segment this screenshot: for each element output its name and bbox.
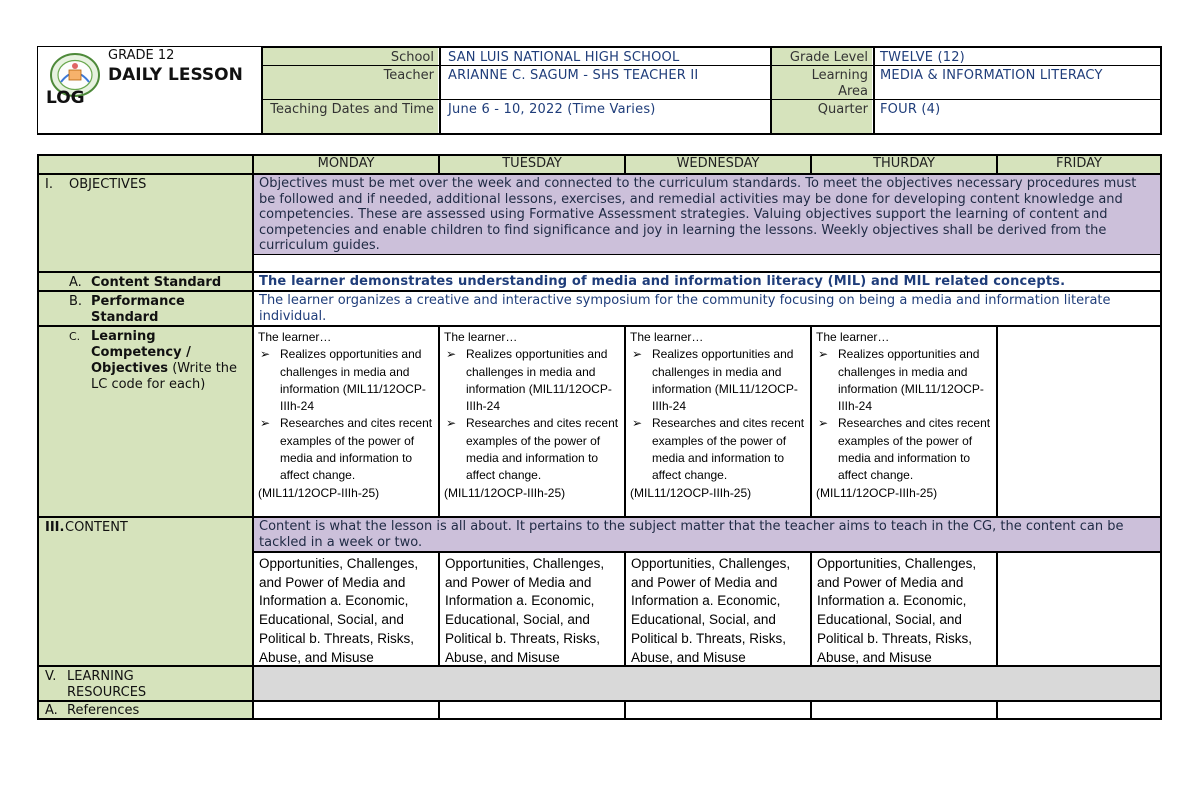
competency-monday — [254, 327, 438, 516]
grade-level-value: TWELVE (12) — [876, 48, 1160, 65]
day-header-tuesday: TUESDAY — [440, 156, 624, 173]
table-divider — [38, 665, 1161, 667]
day-header-blank — [39, 156, 252, 173]
day-header-wednesday: WEDNESDAY — [626, 156, 810, 173]
references-thursday — [812, 702, 996, 718]
competency-bullet: ➢ Researches and cites recent examples of the power of media and information to affect change. — [816, 415, 992, 484]
resources-number: V. — [45, 669, 57, 684]
performance-standard-title: Performance Standard — [91, 294, 185, 325]
teacher-value: ARIANNE C. SAGUM - SHS TEACHER II — [444, 66, 769, 99]
school-label: School — [262, 48, 438, 65]
competency-title-wrap — [91, 329, 246, 393]
table-divider — [438, 552, 440, 666]
content-topic-thursday: Opportunities, Challenges, and Power of Media and Information a. Economic, Educational, Social, and Political b. Threats, Risks, Abuse, and Misuse — [817, 556, 977, 665]
references-friday — [998, 702, 1160, 718]
table-divider — [254, 254, 1160, 255]
table-divider — [38, 271, 1161, 273]
competency-intro: The learner… — [258, 330, 332, 344]
content-title: CONTENT — [65, 520, 128, 535]
learning-area-value: MEDIA & INFORMATION LITERACY — [876, 66, 1160, 99]
table-divider — [38, 290, 1161, 292]
competency-bullet: ➢ Realizes opportunities and challenges in media and information (MIL11/12OCP-IIIh-24 — [630, 346, 806, 415]
day-header-friday: FRIDAY — [998, 156, 1160, 173]
table-divider — [996, 701, 998, 719]
grade-level-label: Grade Level — [772, 48, 872, 65]
references-tuesday — [440, 702, 624, 718]
competency-bullet: ➢ Researches and cites recent examples of the power of media and information to affect change. — [444, 415, 620, 484]
objectives-title: OBJECTIVES — [69, 177, 147, 192]
quarter-value: FOUR (4) — [876, 100, 1160, 133]
competency-bullet: ➢ Researches and cites recent examples of the power of media and information to affect change. — [630, 415, 806, 484]
performance-standard-text: The learner organizes a creative and interactive symposium for the community focusing on being a media and information literate individual. — [259, 293, 1111, 324]
table-divider — [996, 326, 998, 517]
table-divider — [254, 551, 1160, 553]
header-divider — [873, 47, 875, 135]
header-divider — [262, 99, 1160, 100]
header-divider — [262, 65, 1160, 66]
content-standard-title: Content Standard — [91, 275, 222, 290]
table-divider — [810, 552, 812, 666]
table-divider — [810, 701, 812, 719]
resources-label — [39, 667, 252, 700]
grade-label: GRADE 12 — [108, 48, 175, 63]
resources-title: LEARNING RESOURCES — [67, 669, 147, 700]
competency-code: (MIL11/12OCP-IIIh-25) — [816, 485, 938, 500]
content-label — [39, 518, 252, 665]
competency-code: (MIL11/12OCP-IIIh-25) — [258, 485, 380, 500]
title-line2: LOG — [46, 88, 85, 108]
competency-intro: The learner… — [444, 330, 518, 344]
references-monday — [254, 702, 438, 718]
objectives-label — [39, 175, 252, 271]
references-title: References — [67, 703, 140, 718]
table-divider — [624, 326, 626, 517]
competency-label — [39, 327, 252, 516]
content-topic-tuesday: Opportunities, Challenges, and Power of Media and Information a. Economic, Educational, Social, and Political b. Threats, Risks, Abuse, and Misuse — [445, 556, 605, 665]
day-header-monday: MONDAY — [254, 156, 438, 173]
header-divider — [261, 47, 263, 135]
performance-standard-number: B. — [69, 294, 83, 309]
table-divider — [438, 701, 440, 719]
competency-bullet: ➢ Realizes opportunities and challenges in media and information (MIL11/12OCP-IIIh-24 — [258, 346, 434, 415]
table-divider — [38, 325, 1161, 327]
content-topic-wednesday: Opportunities, Challenges, and Power of Media and Information a. Economic, Educational, Social, and Political b. Threats, Risks, Abuse, and Misuse — [631, 556, 791, 665]
references-wednesday — [626, 702, 810, 718]
header-divider — [770, 47, 772, 135]
table-divider — [38, 173, 1161, 175]
school-value: SAN LUIS NATIONAL HIGH SCHOOL — [444, 48, 769, 65]
content-standard-label — [39, 273, 252, 290]
table-divider — [810, 326, 812, 517]
competency-number: C. — [69, 330, 81, 343]
competency-bullet: ➢ Realizes opportunities and challenges in media and information (MIL11/12OCP-IIIh-24 — [444, 346, 620, 415]
competency-bullet: ➢ Realizes opportunities and challenges in media and information (MIL11/12OCP-IIIh-24 — [816, 346, 992, 415]
content-number: III. — [45, 520, 65, 535]
dates-value: June 6 - 10, 2022 (Time Varies) — [444, 100, 769, 133]
competency-friday — [998, 327, 1160, 516]
competency-tuesday — [440, 327, 624, 516]
competency-intro: The learner… — [630, 330, 704, 344]
table-divider — [624, 552, 626, 666]
competency-code: (MIL11/12OCP-IIIh-25) — [630, 485, 752, 500]
quarter-label: Quarter — [772, 100, 872, 133]
content-topic-friday — [998, 553, 1160, 665]
competency-bullet: ➢ Researches and cites recent examples of the power of media and information to affect change. — [258, 415, 434, 484]
competency-subtitle: (Write the LC code for each) — [91, 361, 238, 392]
content-standard-number: A. — [69, 275, 82, 290]
table-divider — [38, 700, 1161, 702]
objectives-blank-row — [254, 255, 1160, 271]
objectives-note: Objectives must be met over the week and connected to the curriculum standards. To meet the objectives necessary procedures must be followed and if needed, additional lessons, exercises, and remedial activities may be done for developing content knowledge and competencies. These are assessed using Formative Assessment strategies. Valuing objectives support the learning of content and competencies and enable children to find significance and joy in learning the lessons. Weekly objectives shall be derived from the curriculum guides. — [254, 175, 1160, 254]
table-divider — [996, 552, 998, 666]
day-header-thursday: THURDAY — [812, 156, 996, 173]
objectives-number: I. — [45, 177, 53, 192]
performance-standard-label — [39, 292, 252, 325]
header-title-block — [38, 47, 262, 133]
content-topic-monday: Opportunities, Challenges, and Power of Media and Information a. Economic, Educational, Social, and Political b. Threats, Risks, Abuse, and Misuse — [259, 556, 419, 665]
learning-area-label: Learning Area — [772, 66, 872, 99]
table-divider — [996, 155, 998, 174]
table-divider — [438, 326, 440, 517]
competency-code: (MIL11/12OCP-IIIh-25) — [444, 485, 566, 500]
table-divider — [38, 516, 1161, 518]
header-divider — [439, 47, 441, 135]
table-divider — [810, 155, 812, 174]
teacher-label: Teacher — [262, 66, 438, 99]
table-divider — [624, 155, 626, 174]
content-note: Content is what the lesson is all about. It pertains to the subject matter that the teacher aims to teach in the CG, the content can be tackled in a week or two. — [254, 518, 1160, 551]
resources-empty — [254, 667, 1160, 700]
references-label — [39, 702, 252, 718]
references-number: A. — [45, 703, 58, 718]
competency-thursday — [812, 327, 996, 516]
competency-wednesday — [626, 327, 810, 516]
table-divider — [252, 155, 254, 719]
competency-intro: The learner… — [816, 330, 890, 344]
dates-label: Teaching Dates and Time — [262, 100, 438, 133]
table-divider — [438, 155, 440, 174]
title-line1: DAILY LESSON — [108, 65, 243, 85]
table-divider — [624, 701, 626, 719]
competency-title: Learning Competency / Objectives — [91, 329, 191, 376]
content-standard-text: The learner demonstrates understanding of media and information literacy (MIL) and MIL related concepts. — [259, 274, 1066, 289]
